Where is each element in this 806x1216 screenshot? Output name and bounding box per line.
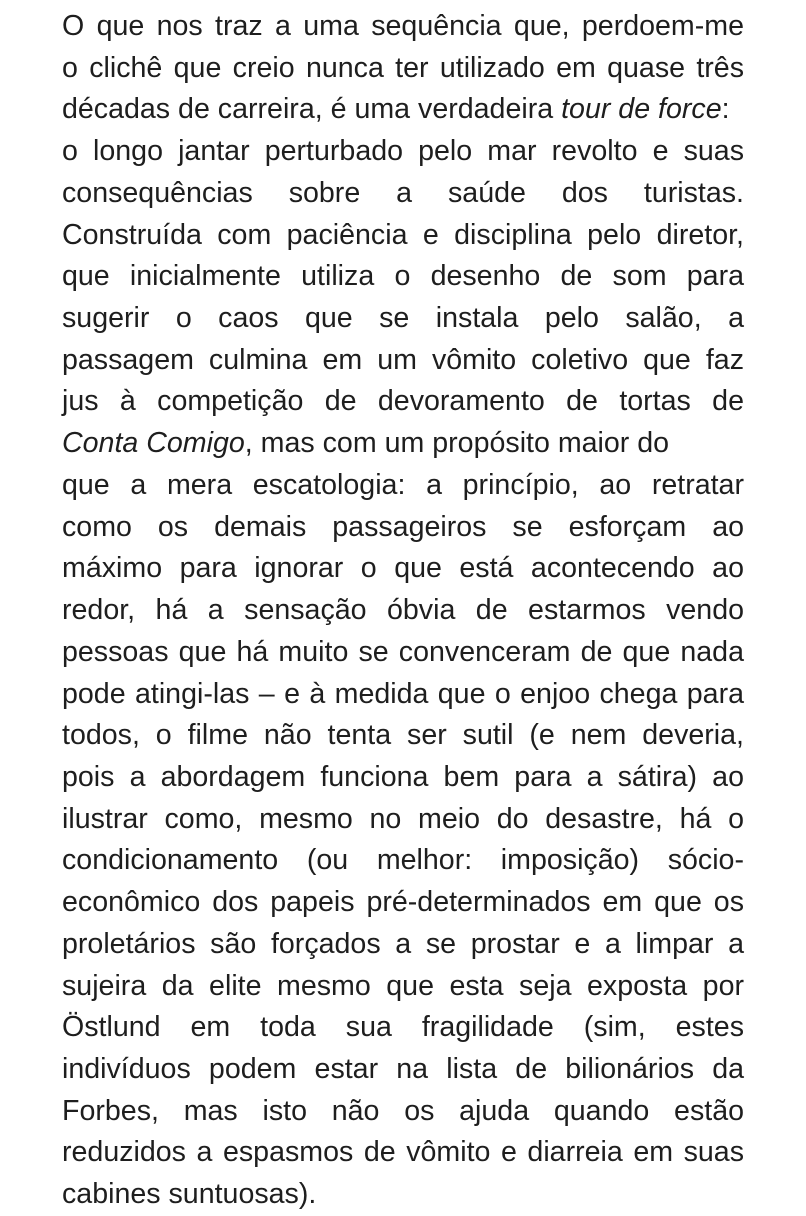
text-line: indivíduos podem estar na lista de bilionários da	[62, 1052, 744, 1085]
text-line: que inicialmente utiliza o desenho de som para	[62, 260, 744, 293]
text-line: jus à competição de devoramento de tortas de	[62, 385, 744, 418]
text-line: todos, o filme não tenta ser sutil (e nem deveria,	[62, 719, 744, 752]
text-line	[62, 423, 744, 465]
text-line: reduzidos a espasmos de vômito e diarreia em suas	[62, 1136, 744, 1169]
text-line	[62, 89, 744, 131]
italic-term: Conta Comigo	[62, 427, 245, 460]
text-line: como os demais passageiros se esforçam ao	[62, 510, 744, 543]
text-line: condicionamento (ou melhor: imposição) sócio-	[62, 844, 744, 877]
text-line: que a mera escatologia: a princípio, ao retratar	[62, 468, 744, 501]
text-line: pessoas que há muito se convenceram de que nada	[62, 635, 744, 668]
text-segment: :	[721, 93, 730, 126]
text-line: redor, há a sensação óbvia de estarmos vendo	[62, 594, 744, 627]
text-line: proletários são forçados a se prostar e a limpar a	[62, 927, 744, 960]
italic-term: tour de force	[561, 93, 722, 126]
text-line: cabines suntuosas).	[62, 1178, 317, 1211]
text-segment: , mas com um propósito maior do	[244, 427, 670, 460]
text-line: ilustrar como, mesmo no meio do desastre, há o	[62, 802, 744, 835]
text-line: sugerir o caos que se instala pelo salão, a	[62, 302, 744, 335]
text-line: Östlund em toda sua fragilidade (sim, estes	[62, 1011, 744, 1044]
text-line: sujeira da elite mesmo que esta seja exposta por	[62, 969, 744, 1002]
text-line: máximo para ignorar o que está acontecendo ao	[62, 552, 744, 585]
text-segment: décadas de carreira, é uma verdadeira	[62, 93, 562, 126]
text-line: Forbes, mas isto não os ajuda quando estão	[62, 1094, 744, 1127]
text-line: consequências sobre a saúde dos turistas.	[62, 176, 744, 209]
text-line: pois a abordagem funciona bem para a sátira) ao	[62, 760, 744, 793]
text-line: econômico dos papeis pré-determinados em que os	[62, 886, 744, 919]
text-line: pode atingi-las – e à medida que o enjoo chega para	[62, 677, 744, 710]
article-paragraph	[62, 6, 744, 1216]
text-line: o clichê que creio nunca ter utilizado em quase três	[62, 51, 744, 84]
text-line: o longo jantar perturbado pelo mar revolto e suas	[62, 135, 744, 168]
text-line: Construída com paciência e disciplina pelo diretor,	[62, 218, 744, 251]
text-line: O que nos traz a uma sequência que, perdoem-me	[62, 10, 744, 42]
text-line: passagem culmina em um vômito coletivo que faz	[62, 343, 744, 376]
